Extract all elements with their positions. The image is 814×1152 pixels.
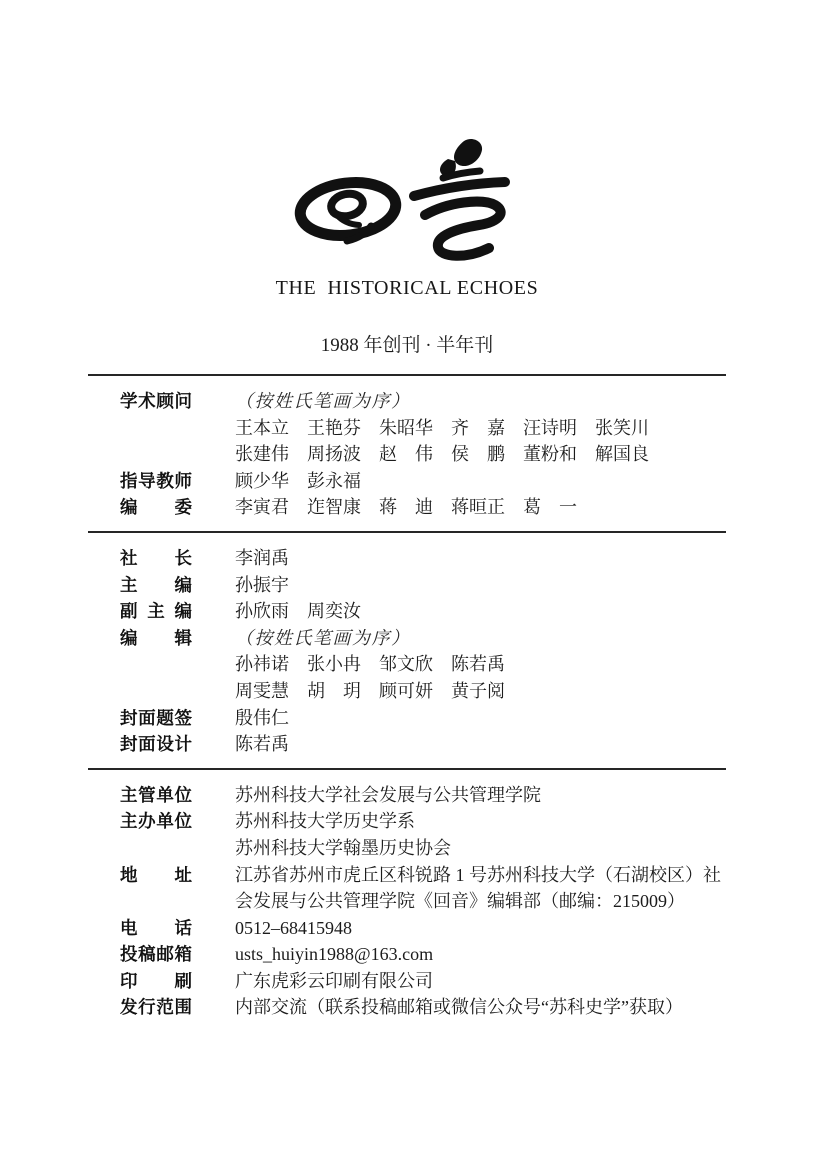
row-cover-inscription	[88, 705, 726, 732]
row-label: 印刷	[120, 970, 192, 991]
distribution-text: 内部交流（联系投稿邮箱或微信公众号“苏科史学”获取）	[235, 997, 683, 1018]
row-label: 封面设计	[120, 734, 192, 755]
name-list: 殷伟仁	[235, 707, 289, 728]
row-advisor-names-2	[88, 441, 726, 468]
row-label: 电话	[120, 917, 192, 938]
row-editorial-board	[88, 494, 726, 521]
section-advisors	[88, 374, 726, 531]
row-printer	[88, 968, 726, 995]
org-name: 苏州科技大学历史学系	[235, 811, 415, 832]
name-list: 李润禹	[235, 547, 289, 568]
org-name: 苏州科技大学社会发展与公共管理学院	[235, 784, 541, 805]
row-advisor-names-1	[88, 415, 726, 442]
row-address	[88, 862, 726, 915]
row-label: 主办单位	[120, 811, 192, 832]
row-label: 封面题签	[120, 707, 192, 728]
section-publication-info	[88, 768, 726, 1031]
name-list: 孙振宇	[235, 574, 289, 595]
row-president	[88, 545, 726, 572]
row-academic-advisors	[88, 388, 726, 415]
row-editor-names-1	[88, 651, 726, 678]
email-address: usts_huiyin1988@163.com	[235, 944, 434, 965]
row-organizing-unit-2	[88, 835, 726, 862]
address-text: 江苏省苏州市虎丘区科锐路 1 号苏州科技大学（石湖校区）社会发展与公共管理学院《回音》编辑部（邮编：215009）	[235, 864, 721, 912]
row-label: 主编	[120, 574, 192, 595]
name-list: 孙欣雨 周奕汝	[235, 601, 361, 622]
row-label: 发行范围	[120, 997, 192, 1018]
row-editor-names-2	[88, 678, 726, 705]
row-deputy-editors	[88, 598, 726, 625]
row-label: 指导教师	[120, 470, 192, 491]
english-title: THE HISTORICAL ECHOES	[275, 277, 539, 299]
stroke-order-note: （按姓氏笔画为序）	[235, 627, 411, 648]
stroke-order-note: （按姓氏笔画为序）	[235, 391, 411, 411]
row-supervising-unit	[88, 782, 726, 809]
row-label: 主管单位	[120, 784, 192, 805]
name-list: 孙祎诺 张小冉 邹文欣 陈若禹	[235, 654, 505, 675]
printer-name: 广东虎彩云印刷有限公司	[235, 970, 433, 991]
phone-number: 0512–68415948	[235, 917, 352, 938]
org-name: 苏州科技大学翰墨历史协会	[235, 837, 451, 858]
row-submission-email	[88, 941, 726, 968]
row-organizing-unit	[88, 808, 726, 835]
row-label: 编委	[120, 497, 192, 518]
section-staff	[88, 531, 726, 768]
row-label: 地址	[120, 864, 192, 885]
name-list: 张建伟 周扬波 赵 伟 侯 鹏 董粉和 解国良	[235, 444, 649, 465]
row-chief-editor	[88, 572, 726, 599]
masthead	[0, 0, 814, 357]
row-cover-design	[88, 731, 726, 758]
name-list: 周雯慧 胡 玥 顾可妍 黄子阅	[235, 680, 505, 701]
founding-line: 1988 年创刊 · 半年刊	[320, 335, 494, 356]
colophon-content	[88, 374, 726, 1031]
row-editors	[88, 625, 726, 652]
calligraphy-char-hui	[297, 177, 399, 241]
row-phone	[88, 915, 726, 942]
row-label: 副主编	[120, 601, 192, 622]
calligraphy-char-yin	[414, 139, 505, 256]
name-list: 王本立 王艳芬 朱昭华 齐 嘉 汪诗明 张笑川	[235, 417, 649, 438]
calligraphy-title-huiyin	[267, 130, 547, 275]
row-supervising-teachers	[88, 468, 726, 495]
row-label: 社长	[120, 547, 192, 568]
row-distribution	[88, 994, 726, 1021]
name-list: 陈若禹	[235, 734, 289, 755]
name-list: 顾少华 彭永福	[235, 470, 361, 491]
name-list: 李寅君 迮智康 蒋 迪 蒋晅正 葛 一	[235, 497, 577, 518]
row-label: 学术顾问	[120, 391, 192, 411]
row-label: 投稿邮箱	[120, 944, 192, 965]
row-label: 编辑	[120, 627, 192, 648]
